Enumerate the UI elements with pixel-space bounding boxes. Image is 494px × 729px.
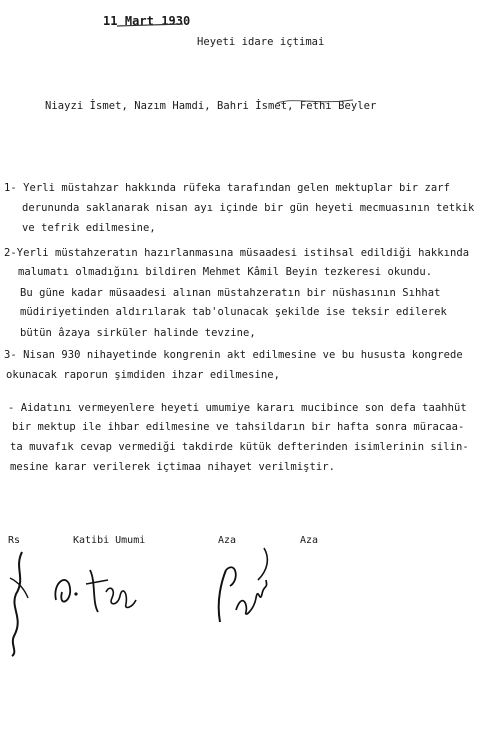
meeting-date: 11 Mart 1930 xyxy=(103,14,191,28)
item-4-line-4: mesine karar verilerek içtimaa nihayet verilmiştir. xyxy=(10,461,335,473)
item-3-line-1: 3- Nisan 930 nihayetinde kongrenin akt edilmesine ve bu hususta kongrede xyxy=(4,349,463,361)
item-1-line-3: ve tefrik edilmesine, xyxy=(22,222,156,234)
item-4-line-1: - Aidatını vermeyenlere heyeti umumiye kararı mucibince son defa taahhüt xyxy=(8,402,467,414)
item-2-line-2: malumatı olmadığını bildiren Mehmet Kâmil Beyin tezkeresi okundu. xyxy=(18,266,433,278)
item-2-line-3: Bu güne kadar müsaadesi alınan müstahzeratın bir nüshasının Sıhhat xyxy=(20,287,441,299)
signature-label-member-2: Aza xyxy=(300,535,319,546)
attendees-line: Niayzi İsmet, Nazım Hamdi, Bahri İsmet, Fethi Beyler xyxy=(45,100,377,112)
ink-mark-date xyxy=(115,10,185,30)
item-4-line-2: bir mektup ile ihbar edilmesine ve tahsildarın bir hafta sonra müracaa- xyxy=(12,421,465,433)
signature-label-member-1: Aza xyxy=(218,535,237,546)
item-2-line-5: bütün âzaya sirküler halinde tevzine, xyxy=(20,327,256,339)
signature-secretary-general xyxy=(48,562,148,622)
item-2-line-4: müdiriyetinden aldırılarak tab'olunacak şekilde ise teksir edilerek xyxy=(20,306,447,318)
signature-label-secretary-general: Katibi Umumi xyxy=(73,535,146,546)
item-1-line-2: derununda saklanarak nisan ayı içinde bir gün heyeti mecmuasının tetkik xyxy=(22,202,475,214)
item-2-line-1: 2-Yerli müstahzeratın hazırlanmasına müsaadesi istihsal edildiği hakkında xyxy=(4,247,470,259)
item-3-line-2: okunacak raporun şimdiden ihzar edilmesine, xyxy=(6,369,280,381)
meeting-title: Heyeti idare içtimai xyxy=(197,36,325,48)
item-1-line-1: 1- Yerli müstahzar hakkında rüfeka tarafından gelen mektuplar bir zarf xyxy=(4,182,451,194)
signature-member xyxy=(196,540,286,630)
item-4-line-3: ta muvafık cevap vermediği takdirde kütük defterinden isimlerinin silin- xyxy=(10,441,469,453)
signature-president xyxy=(4,548,34,658)
signature-label-president: Rs xyxy=(8,535,21,546)
ink-mark-attendees xyxy=(275,95,355,107)
